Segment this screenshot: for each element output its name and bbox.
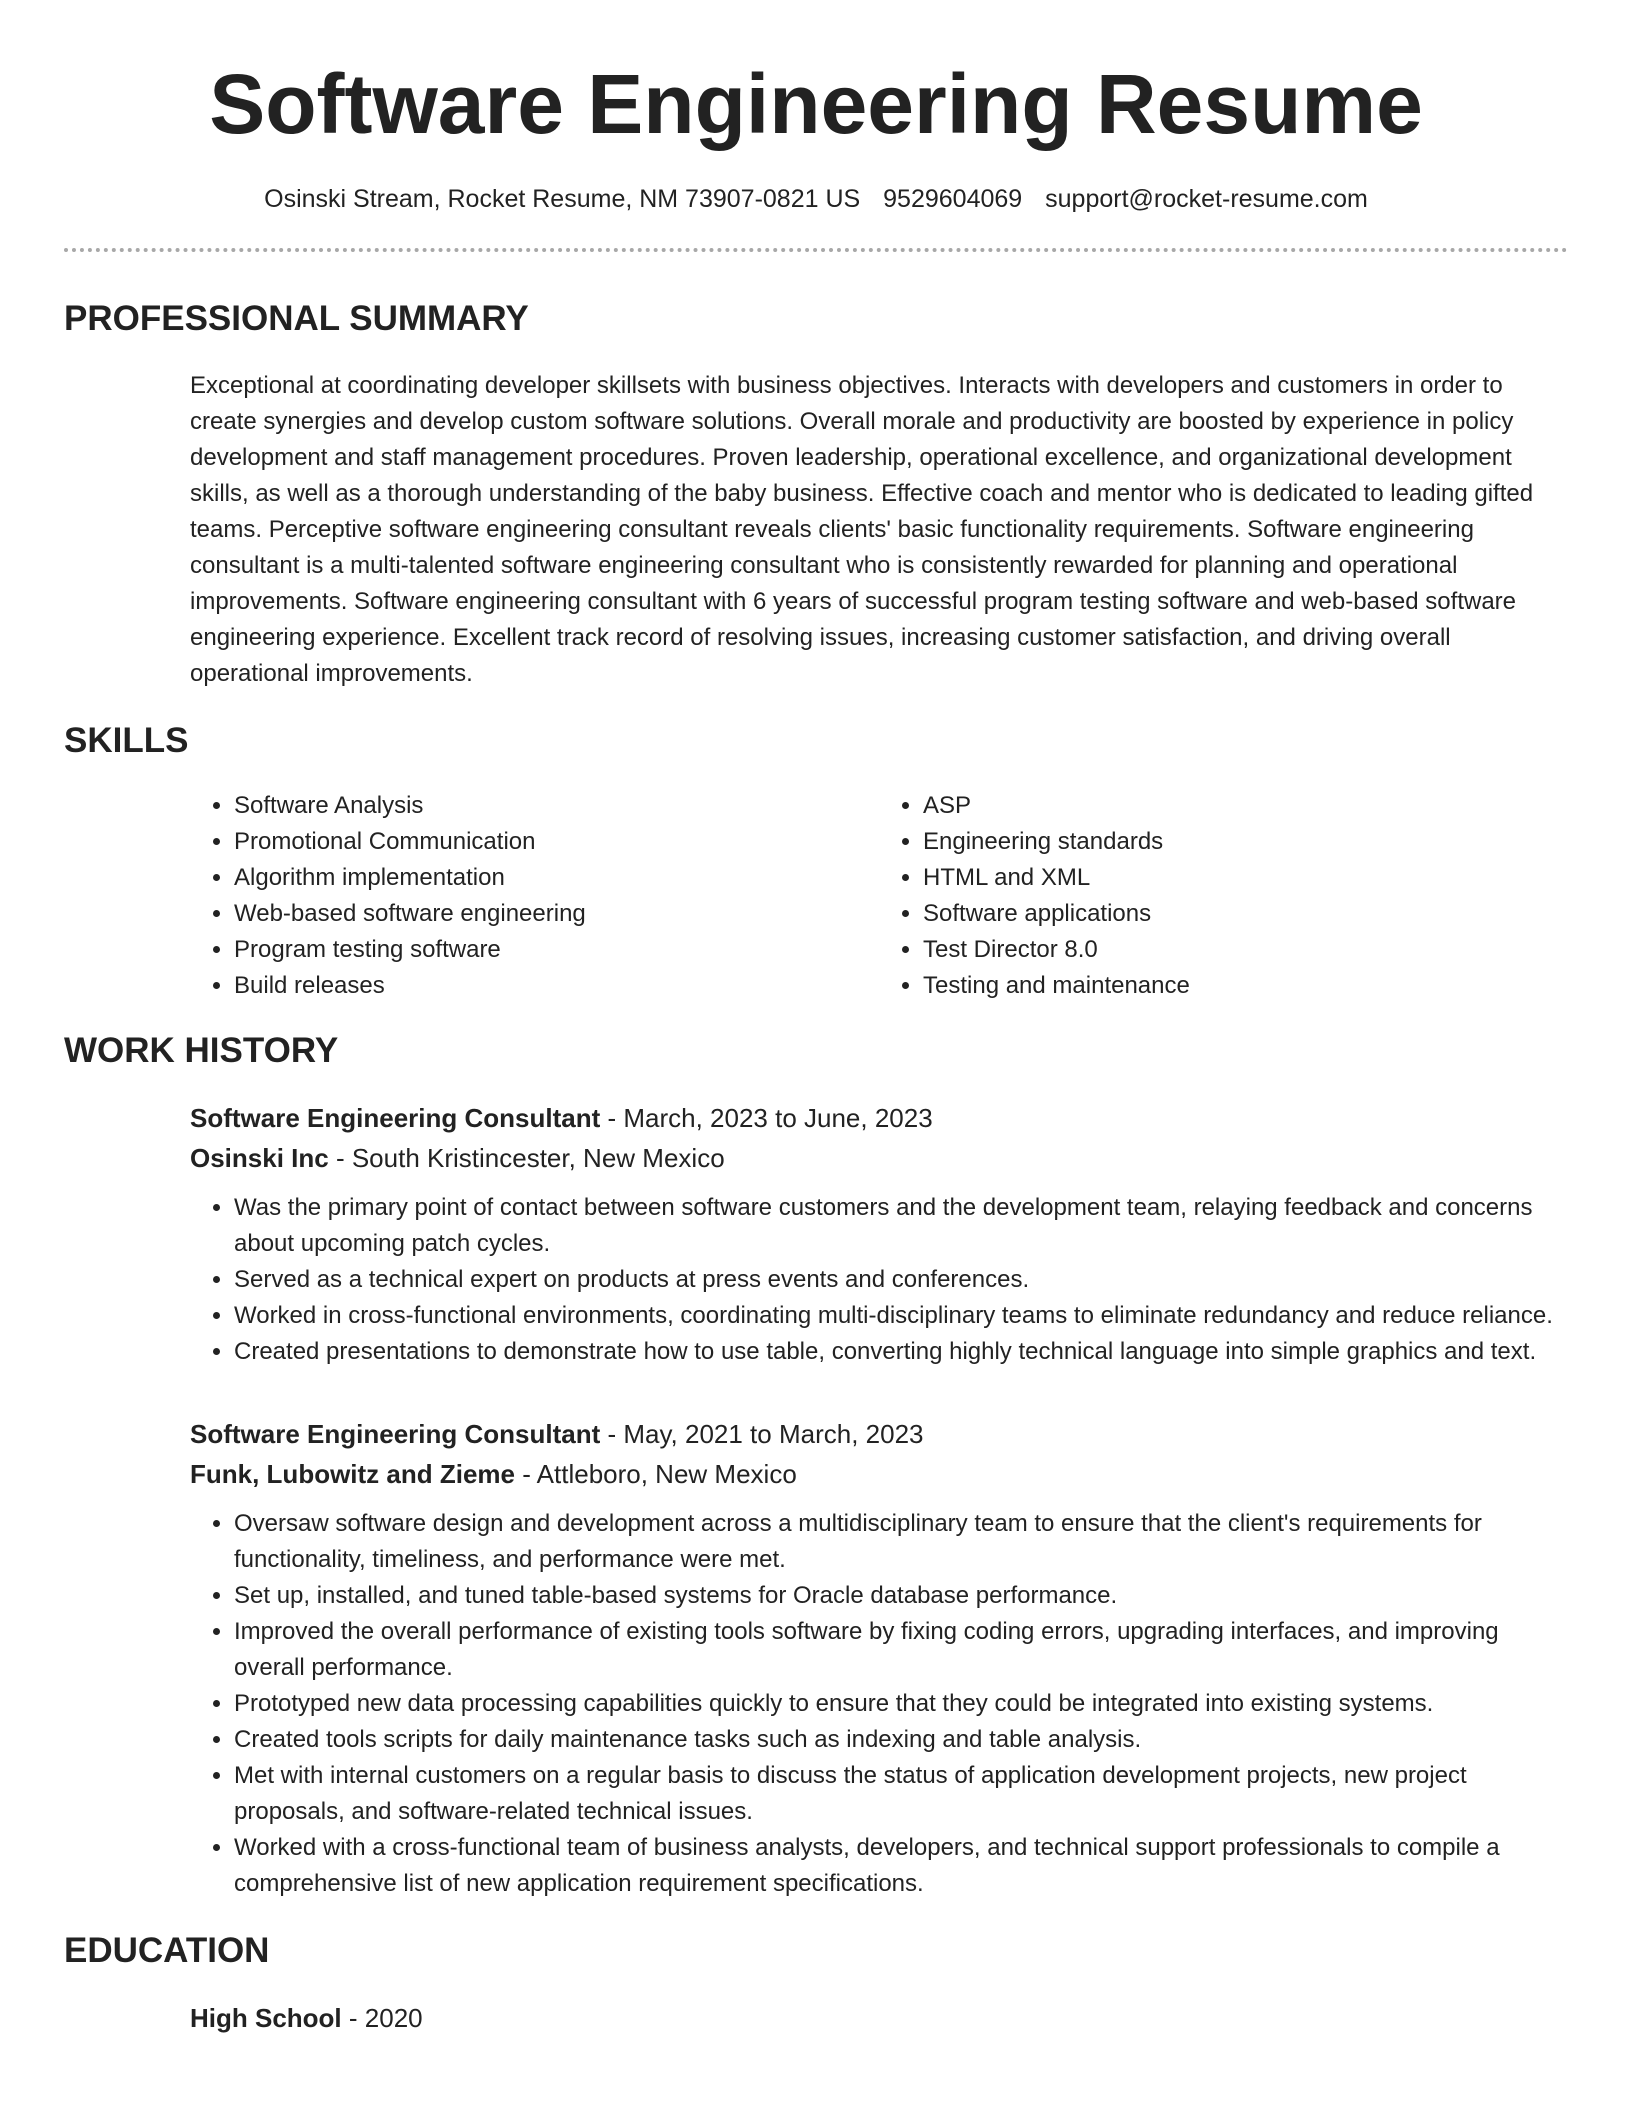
skill-item: • Web-based software engineering <box>234 896 879 932</box>
education-line <box>190 1998 1568 2038</box>
address-text: Osinski Stream, Rocket Resume, NM 73907-0821 US <box>264 185 861 213</box>
job-role: Software Engineering Consultant <box>190 1103 601 1133</box>
skill-item: • ASP <box>923 788 1568 824</box>
job-location: - Attleboro, New Mexico <box>515 1459 797 1489</box>
summary-paragraph: Exceptional at coordinating developer skillsets with business objectives. Interacts with developers and customers in order to create synergies and develop custom software solutions. Overall morale and productivity are boosted by experience in policy development and staff management procedures. Proven leadership, operational excellence, and organizational development skills, as well as a thorough understanding of the baby business. Effective coach and mentor who is dedicated to leading gifted teams. Perceptive software engineering consultant reveals clients' basic functionality requirements. Software engineering consultant is a multi-talented software engineering consultant who is consistently rewarded for planning and operational improvements. Software engineering consultant with 6 years of successful program testing software and web-based software engineering experience. Excellent track record of resolving issues, increasing customer satisfaction, and driving overall operational improvements. <box>190 372 1534 687</box>
work-history-heading: WORK HISTORY <box>64 1031 339 1070</box>
job-title-line <box>190 1414 1568 1454</box>
job-dates: - May, 2021 to March, 2023 <box>600 1419 924 1449</box>
skills-heading: SKILLS <box>64 721 189 760</box>
job-bullet: • Prototyped new data processing capabilities quickly to ensure that they could be integrated into existing systems. <box>234 1686 1568 1722</box>
job-company: Osinski Inc <box>190 1143 329 1173</box>
skill-item: • Promotional Communication <box>234 824 879 860</box>
job-dates: - March, 2023 to June, 2023 <box>600 1103 933 1133</box>
job-bullets <box>190 1190 1568 1370</box>
skills-column-left <box>190 788 879 1004</box>
skills-column-right <box>879 788 1568 1004</box>
skill-item: • Program testing software <box>234 932 879 968</box>
skill-item: • Software applications <box>923 896 1568 932</box>
header-divider <box>64 248 1568 252</box>
skills-list <box>190 788 1568 1004</box>
job-title-line <box>190 1098 1568 1138</box>
job-bullet: • Oversaw software design and development across a multidisciplinary team to ensure that the client's requirements for functionality, timeliness, and performance were met. <box>234 1506 1568 1578</box>
summary-heading: PROFESSIONAL SUMMARY <box>64 299 529 338</box>
skill-item: • Testing and maintenance <box>923 968 1568 1004</box>
education-degree: High School <box>190 2003 342 2033</box>
job-bullet: • Improved the overall performance of existing tools software by fixing coding errors, upgrading interfaces, and improving overall performance. <box>234 1614 1568 1686</box>
skill-item: • HTML and XML <box>923 860 1568 896</box>
education-heading: EDUCATION <box>64 1931 270 1970</box>
email-text: support@rocket-resume.com <box>1045 185 1368 213</box>
contact-line <box>64 184 1568 214</box>
job-company-line <box>190 1454 1568 1494</box>
job-bullets <box>190 1506 1568 1902</box>
job-entry <box>190 1414 1568 1902</box>
job-bullet: • Met with internal customers on a regular basis to discuss the status of application development projects, new project proposals, and software-related technical issues. <box>234 1758 1568 1830</box>
job-bullet: • Worked with a cross-functional team of business analysts, developers, and technical support professionals to compile a comprehensive list of new application requirement specifications. <box>234 1830 1568 1902</box>
education-year: - 2020 <box>341 2003 423 2033</box>
job-location: - South Kristincester, New Mexico <box>328 1143 725 1173</box>
job-bullet: • Worked in cross-functional environments, coordinating multi-disciplinary teams to eliminate redundancy and reduce reliance. <box>234 1298 1568 1334</box>
job-bullet: • Was the primary point of contact between software customers and the development team, relaying feedback and concerns about upcoming patch cycles. <box>234 1190 1568 1262</box>
skill-item: • Test Director 8.0 <box>923 932 1568 968</box>
resume-title: Software Engineering Resume <box>209 57 1423 151</box>
job-entry <box>190 1098 1568 1370</box>
phone-text: 9529604069 <box>883 185 1023 213</box>
job-bullet: • Served as a technical expert on products at press events and conferences. <box>234 1262 1568 1298</box>
job-company-line <box>190 1138 1568 1178</box>
job-bullet: • Created presentations to demonstrate how to use table, converting highly technical language into simple graphics and text. <box>234 1334 1568 1370</box>
job-company: Funk, Lubowitz and Zieme <box>190 1459 515 1489</box>
job-bullet: • Created tools scripts for daily maintenance tasks such as indexing and table analysis. <box>234 1722 1568 1758</box>
skill-item: • Algorithm implementation <box>234 860 879 896</box>
skill-item: • Engineering standards <box>923 824 1568 860</box>
education-entry <box>190 1998 1568 2038</box>
job-role: Software Engineering Consultant <box>190 1419 601 1449</box>
job-bullet: • Set up, installed, and tuned table-based systems for Oracle database performance. <box>234 1578 1568 1614</box>
skill-item: • Build releases <box>234 968 879 1004</box>
skill-item: • Software Analysis <box>234 788 879 824</box>
